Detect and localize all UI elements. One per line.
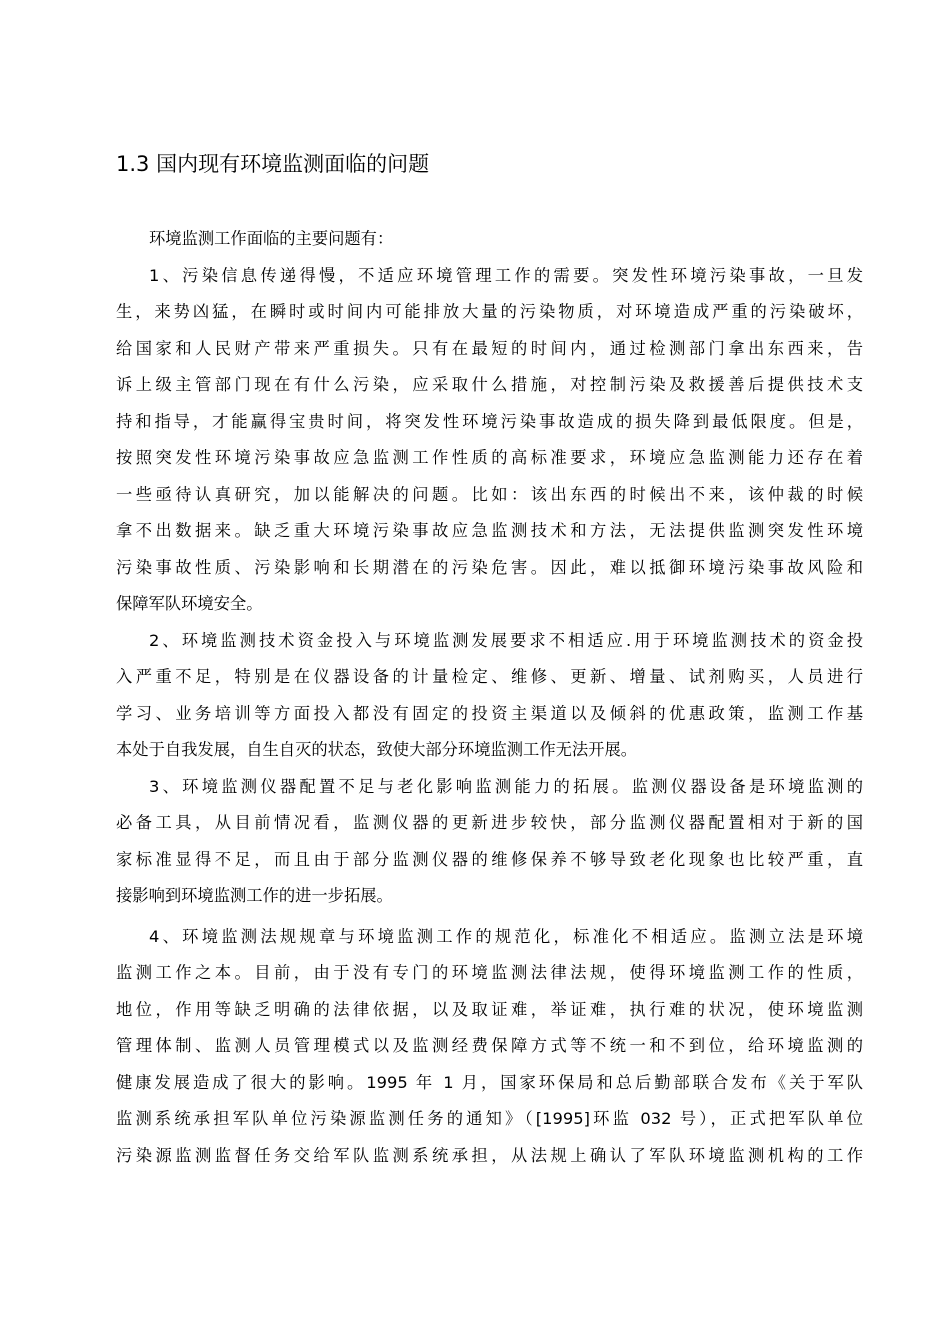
text-line: 环境监测工作面临的主要问题有： (149, 229, 394, 248)
text-line: 污染源监测监督任务交给军队监测系统承担，从法规上确认了军队环境监测机构的工作 (116, 1145, 863, 1165)
text-line: 一些亟待认真研究，加以能解决的问题。比如：该出东西的时候出不来，该仲裁的时候 (116, 484, 863, 504)
text-line: 管理体制、监测人员管理模式以及监测经费保障方式等不统一和不到位，给环境监测的 (116, 1036, 863, 1055)
text-line: 学习、业务培训等方面投入都没有固定的投资主渠道以及倾斜的优惠政策，监测工作基 (116, 703, 863, 723)
text-line: 监测系统承担军队单位污染源监测任务的通知》（[1995]环监 032 号），正式把军队单位 (116, 1109, 863, 1128)
text-line: 保障军队环境安全。 (116, 594, 263, 613)
text-line: 4、环境监测法规规章与环境监测工作的规范化，标准化不相适应。监测立法是环境 (149, 926, 863, 946)
text-line: 接影响到环境监测工作的进一步拓展。 (116, 886, 393, 905)
section-heading: 1.3 国内现有环境监测面临的问题 (116, 152, 430, 176)
text-line: 监测工作之本。目前，由于没有专门的环境监测法律法规，使得环境监测工作的性质， (116, 963, 863, 982)
text-line: 2、环境监测技术资金投入与环境监测发展要求不相适应.用于环境监测技术的资金投 (149, 630, 863, 650)
text-line: 拿不出数据来。缺乏重大环境污染事故应急监测技术和方法，无法提供监测突发性环境 (116, 521, 863, 540)
text-line: 污染事故性质、污染影响和长期潜在的污染危害。因此，难以抵御环境污染事故风险和 (116, 557, 863, 577)
text-line: 入严重不足，特别是在仪器设备的计量检定、维修、更新、增量、试剂购买，人员进行 (116, 667, 863, 686)
text-line: 家标准显得不足，而且由于部分监测仪器的维修保养不够导致老化现象也比较严重，直 (116, 849, 863, 869)
text-line: 诉上级主管部门现在有什么污染，应采取什么措施，对控制污染及救援善后提供技术支 (116, 375, 863, 394)
text-line: 给国家和人民财产带来严重损失。只有在最短的时间内，通过检测部门拿出东西来，告 (116, 338, 863, 358)
text-line: 本处于自我发展，自生自灭的状态，致使大部分环境监测工作无法开展。 (116, 740, 638, 759)
text-line: 生，来势凶猛，在瞬时或时间内可能排放大量的污染物质，对环境造成严重的污染破坏， (116, 302, 863, 321)
text-line: 地位，作用等缺乏明确的法律依据，以及取证难，举证难，执行难的状况，使环境监测 (116, 999, 863, 1019)
text-line: 3、环境监测仪器配置不足与老化影响监测能力的拓展。监测仪器设备是环境监测的 (149, 776, 863, 796)
body-text (116, 221, 863, 1174)
text-line: 必备工具，从目前情况看，监测仪器的更新进步较快，部分监测仪器配置相对于新的国 (116, 813, 863, 832)
text-line: 健康发展造成了很大的影响。1995 年 1 月，国家环保局和总后勤部联合发布《关于军队 (116, 1072, 863, 1092)
text-line: 持和指导，才能赢得宝贵时间，将突发性环境污染事故造成的损失降到最低限度。但是， (116, 411, 863, 431)
text-line: 1、污染信息传递得慢，不适应环境管理工作的需要。突发性环境污染事故，一旦发 (149, 265, 863, 285)
text-line: 按照突发性环境污染事故应急监测工作性质的高标准要求，环境应急监测能力还存在着 (116, 448, 863, 467)
